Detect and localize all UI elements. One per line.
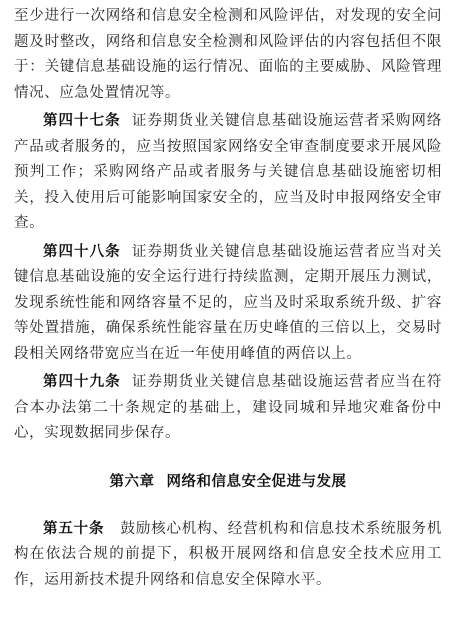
chapter-number: 第六章 xyxy=(109,472,155,490)
chapter-heading xyxy=(14,469,442,494)
article-number: 第四十九条 xyxy=(43,373,121,390)
article-48 xyxy=(14,239,442,368)
chapter-title: 网络和信息安全促进与发展 xyxy=(166,472,347,490)
paragraph-continuation xyxy=(14,4,442,106)
paragraph-text: 至少进行一次网络和信息安全检测和风险评估，对发现的安全问题及时整改，网络和信息安全检测和风险评估的内容包括但不限于：关键信息基础设施的运行情况、面临的主要威胁、风险管理情况、应急处置情况等。 xyxy=(14,8,442,101)
article-number: 第四十八条 xyxy=(43,242,121,260)
article-number: 第五十条 xyxy=(43,519,105,537)
article-number: 第四十七条 xyxy=(43,112,121,129)
article-text: 证券期货业关键信息基础设施运营者应当在符合本办法第二十条规定的基础上，建设同城和异地灾难备份中心，实现数据同步保存。 xyxy=(14,374,443,441)
article-text: 证券期货业关键信息基础设施运营者应当对关键信息基础设施的安全运行进行持续监测，定期开展压力测试，发现系统性能和网络容量不足的，应当及时采取系统升级、扩容等处置措施，确保系统性能容量在历史峰值的三倍以上，交易时段相关网络带宽应当在近一年使用峰值的两倍以上。 xyxy=(14,243,443,362)
article-text: 鼓励核心机构、经营机构和信息技术系统服务机构在依法合规的前提下，积极开展网络和信息安全技术应用工作，运用新技术提升网络和信息安全保障水平。 xyxy=(14,520,442,588)
article-47 xyxy=(14,108,442,237)
article-49 xyxy=(14,369,442,447)
article-50 xyxy=(14,516,442,594)
article-text: 证券期货业关键信息基础设施运营者采购网络产品或者服务的，应当按照国家网络安全审查制度要求开展风险预判工作；采购网络产品或者服务与关键信息基础设施密切相关，投入使用后可能影响国家安全的，应当及时申报网络安全审查。 xyxy=(14,113,443,231)
